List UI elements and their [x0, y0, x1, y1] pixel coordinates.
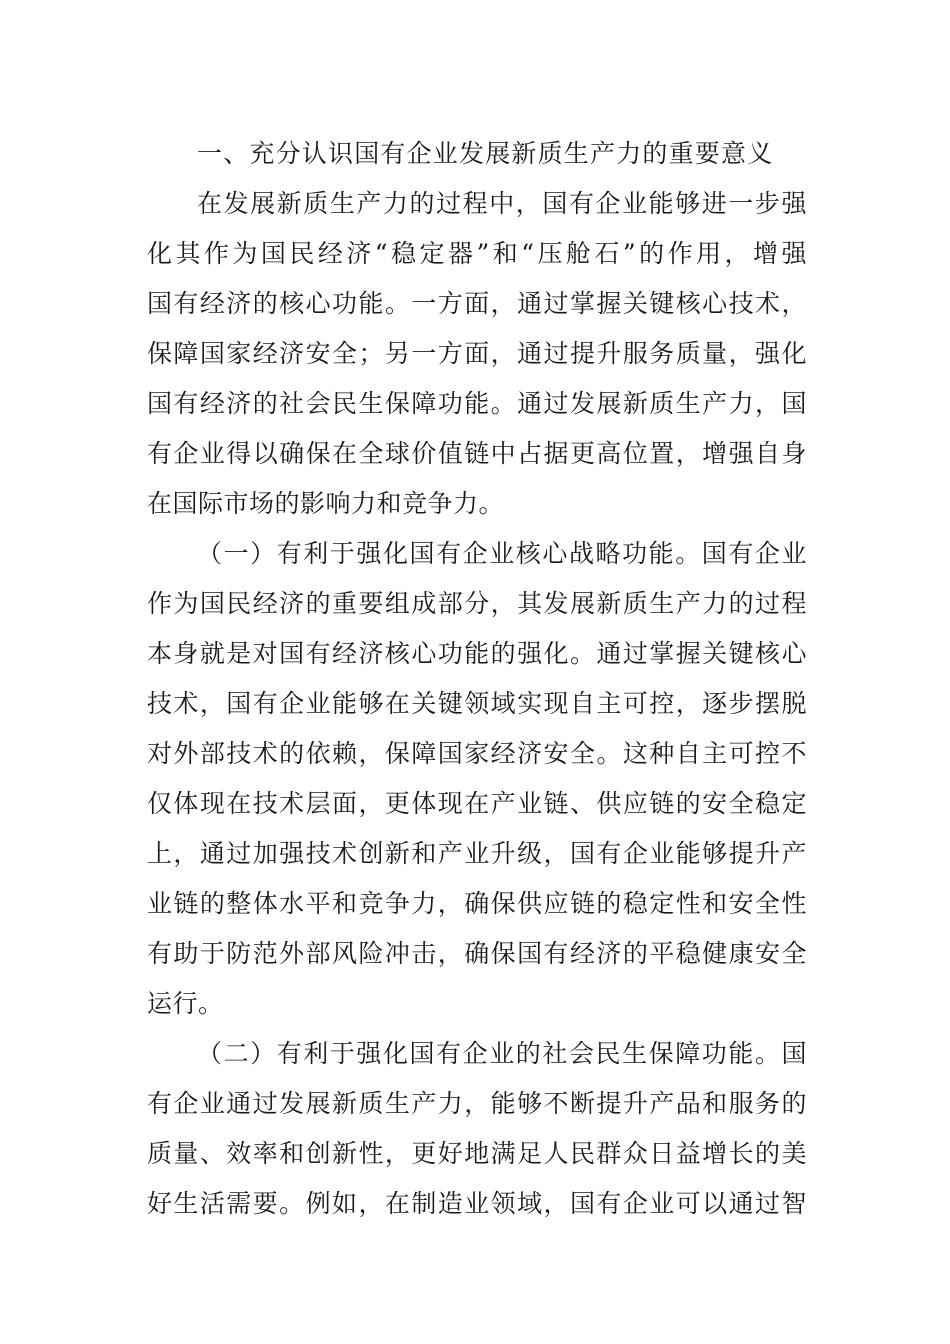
- paragraph-line: 保障国家经济安全；另一方面，通过提升服务质量，强化: [147, 339, 807, 368]
- paragraph-line: 化其作为国民经济“稳定器”和“压舱石”的作用，增强: [147, 239, 807, 268]
- paragraph-line: 有企业得以确保在全球价值链中占据更高位置，增强自身: [147, 439, 807, 468]
- paragraph-line: 业链的整体水平和竞争力，确保供应链的稳定性和安全性: [147, 889, 807, 918]
- paragraph-line: 国有经济的核心功能。一方面，通过掌握关键核心技术，: [147, 289, 807, 318]
- paragraph-line: 质量、效率和创新性，更好地满足人民群众日益增长的美: [147, 1139, 807, 1168]
- paragraph-line: 本身就是对国有经济核心功能的强化。通过掌握关键核心: [147, 639, 807, 668]
- paragraph-line: 国有经济的社会民生保障功能。通过发展新质生产力，国: [147, 389, 807, 418]
- section-heading: 一、充分认识国有企业发展新质生产力的重要意义: [197, 139, 774, 168]
- paragraph-line: （二）有利于强化国有企业的社会民生保障功能。国: [197, 1039, 807, 1068]
- paragraph-line: （一）有利于强化国有企业核心战略功能。国有企业: [197, 539, 807, 568]
- paragraph-line: 对外部技术的依赖，保障国家经济安全。这种自主可控不: [147, 739, 807, 768]
- paragraph-line: 有助于防范外部风险冲击，确保国有经济的平稳健康安全: [147, 939, 807, 968]
- paragraph-line: 在发展新质生产力的过程中，国有企业能够进一步强: [197, 189, 807, 218]
- paragraph-line: 技术，国有企业能够在关键领域实现自主可控，逐步摆脱: [147, 689, 807, 718]
- paragraph-line: 有企业通过发展新质生产力，能够不断提升产品和服务的: [147, 1089, 807, 1118]
- paragraph-line: 仅体现在技术层面，更体现在产业链、供应链的安全稳定: [147, 789, 807, 818]
- paragraph-line: 作为国民经济的重要组成部分，其发展新质生产力的过程: [147, 589, 807, 618]
- paragraph-line: 上，通过加强技术创新和产业升级，国有企业能够提升产: [147, 839, 807, 868]
- paragraph-line: 好生活需要。例如，在制造业领域，国有企业可以通过智: [147, 1189, 807, 1218]
- paragraph-line: 运行。: [147, 989, 224, 1018]
- paragraph-line: 在国际市场的影响力和竞争力。: [147, 489, 505, 518]
